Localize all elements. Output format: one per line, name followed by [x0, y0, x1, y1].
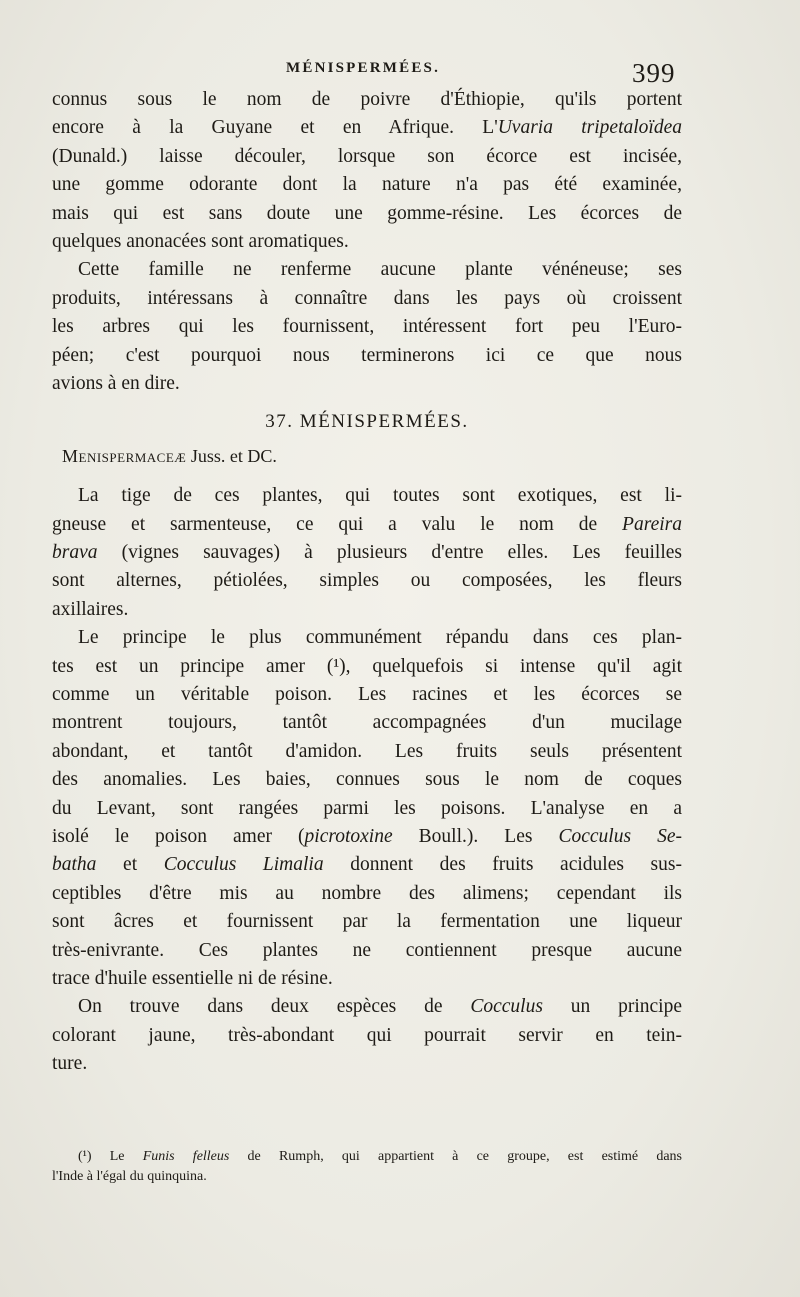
text-line: quelques anonacées sont aromatiques. [52, 230, 349, 252]
text-line: Cette famille ne renferme aucune plante vénéneuse; ses [78, 259, 682, 281]
text-line: une gomme odorante dont la nature n'a pas été examinée, [52, 174, 682, 196]
paragraph-2 [52, 256, 682, 398]
text-line: (Dunald.) laisse découler, lorsque son écorce est incisée, [52, 145, 682, 167]
text-line: avions à en dire. [52, 372, 180, 394]
text-line: colorant jaune, très-abondant qui pourrait servir en tein- [52, 1024, 682, 1046]
text-line: gneuse et sarmenteuse, ce qui a valu le nom de Pareira [52, 513, 682, 535]
footnote-line: (¹) Le Funis felleus de Rumph, qui appartient à ce groupe, est estimé dans [78, 1149, 682, 1164]
paragraph-4 [52, 624, 682, 993]
text-line: péen; c'est pourquoi nous terminerons ici ce que nous [52, 344, 682, 366]
text-line: du Levant, sont rangées parmi les poisons. L'analyse en a [52, 797, 682, 819]
family-latin-name: Menispermaceæ [62, 446, 187, 467]
family-authority: Juss. et DC. [190, 446, 277, 467]
text-line: encore à la Guyane et en Afrique. L'Uvaria tripetaloïdea [52, 117, 682, 139]
running-title: MÉNISPERMÉES. [286, 60, 441, 76]
text-line: tes est un principe amer (¹), quelquefois si intense qu'il agit [52, 655, 682, 677]
text-line: On trouve dans deux espèces de Cocculus un principe [78, 996, 683, 1018]
paragraph-3 [52, 482, 682, 624]
section-heading: 37. MÉNISPERMÉES. [265, 411, 469, 433]
text-line: sont alternes, pétiolées, simples ou composées, les fleurs [52, 570, 682, 592]
body-text [52, 86, 682, 1079]
text-line: Le principe le plus communément répandu dans ces plan- [78, 627, 682, 649]
text-line: très-enivrante. Ces plantes ne contiennent presque aucune [52, 939, 682, 961]
text-line: batha et Cocculus Limalia donnent des fruits acidules sus- [52, 854, 682, 876]
paragraph-5 [52, 993, 682, 1078]
text-line: connus sous le nom de poivre d'Éthiopie, qu'ils portent [52, 89, 682, 110]
footnote [52, 1147, 682, 1187]
text-line: des anomalies. Les baies, connues sous le nom de coques [52, 769, 682, 791]
text-line: montrent toujours, tantôt accompagnées d'un mucilage [52, 712, 682, 734]
text-line: abondant, et tantôt d'amidon. Les fruits seuls présentent [52, 740, 682, 762]
text-line: axillaires. [52, 598, 129, 620]
text-line: La tige de ces plantes, qui toutes sont exotiques, est li- [78, 485, 682, 507]
text-line: les arbres qui les fournissent, intéressent fort peu l'Euro- [52, 316, 682, 338]
text-line: ceptibles d'être mis au nombre des alimens; cependant ils [52, 882, 682, 904]
text-line: brava (vignes sauvages) à plusieurs d'entre elles. Les feuilles [52, 542, 682, 564]
section-subheading [52, 442, 682, 470]
paragraph-1 [52, 86, 682, 256]
text-line: produits, intéressans à connaître dans les pays où croissent [52, 287, 682, 309]
text-line: sont âcres et fournissent par la fermentation une liqueur [52, 911, 682, 933]
text-line: trace d'huile essentielle ni de résine. [52, 967, 333, 989]
running-head [0, 58, 800, 88]
footnote-line: l'Inde à l'égal du quinquina. [52, 1169, 207, 1184]
text-line: comme un véritable poison. Les racines et les écorces se [52, 684, 682, 706]
text-line: mais qui est sans doute une gomme-résine. Les écorces de [52, 202, 682, 224]
text-line: ture. [52, 1053, 88, 1075]
page-number: 399 [632, 58, 676, 88]
text-line: isolé le poison amer (picrotoxine Boull.). Les Cocculus Se- [52, 825, 682, 847]
